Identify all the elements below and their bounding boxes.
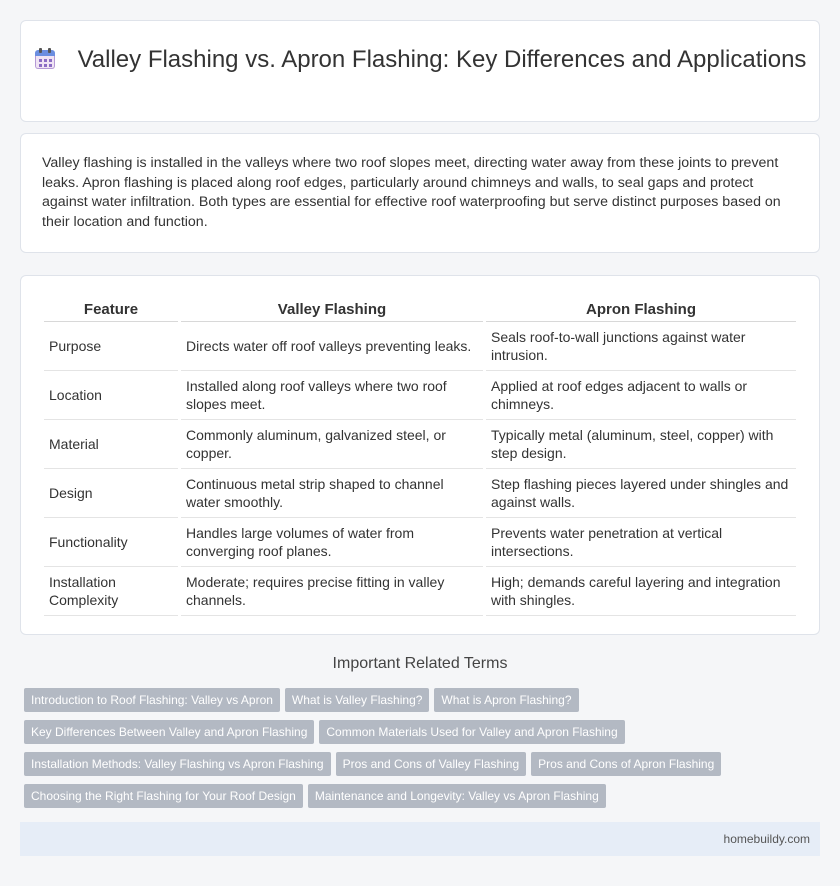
table-header-row	[44, 296, 796, 322]
comparison-table	[41, 296, 799, 616]
related-term-link[interactable]: What is Valley Flashing?	[285, 688, 430, 712]
tag-row	[24, 752, 824, 784]
feature-cell: Installation Complexity	[44, 567, 178, 616]
page-title: Valley Flashing vs. Apron Flashing: Key Differences and Applications	[77, 46, 807, 73]
related-term-link[interactable]: Pros and Cons of Apron Flashing	[531, 752, 721, 776]
related-term-link[interactable]: What is Apron Flashing?	[434, 688, 578, 712]
related-term-link[interactable]: Installation Methods: Valley Flashing vs Apron Flashing	[24, 752, 331, 776]
column-header-valley: Valley Flashing	[181, 296, 483, 322]
apron-cell: High; demands careful layering and integration with shingles.	[486, 567, 796, 616]
valley-cell: Moderate; requires precise fitting in valley channels.	[181, 567, 483, 616]
valley-cell: Handles large volumes of water from converging roof planes.	[181, 518, 483, 567]
table-row	[44, 567, 796, 616]
table-row	[44, 371, 796, 420]
feature-cell: Material	[44, 420, 178, 469]
related-term-link[interactable]: Maintenance and Longevity: Valley vs Apron Flashing	[308, 784, 606, 808]
related-term-link[interactable]: Key Differences Between Valley and Apron Flashing	[24, 720, 314, 744]
valley-cell: Continuous metal strip shaped to channel water smoothly.	[181, 469, 483, 518]
tag-row	[24, 784, 824, 816]
related-terms-title: Important Related Terms	[332, 655, 508, 672]
table-row	[44, 420, 796, 469]
apron-cell: Typically metal (aluminum, steel, copper) with step design.	[486, 420, 796, 469]
feature-cell: Functionality	[44, 518, 178, 567]
tag-row	[24, 720, 824, 752]
calendar-icon	[34, 48, 56, 70]
related-term-link[interactable]: Pros and Cons of Valley Flashing	[336, 752, 527, 776]
related-term-link[interactable]: Choosing the Right Flashing for Your Roof Design	[24, 784, 303, 808]
feature-cell: Purpose	[44, 322, 178, 371]
intro-card	[20, 133, 820, 253]
feature-cell: Design	[44, 469, 178, 518]
page-title-wrap	[21, 45, 819, 74]
apron-cell: Seals roof-to-wall junctions against water intrusion.	[486, 322, 796, 371]
feature-cell: Location	[44, 371, 178, 420]
intro-paragraph: Valley flashing is installed in the valleys where two roof slopes meet, directing water away from these joints to prevent leaks. Apron flashing is placed along roof edges, particularly around chimneys and walls, to seal gaps and protect against water infiltration. Both types are essential for effective roof waterproofing but serve distinct purposes based on their location and function.	[42, 155, 781, 230]
related-terms-list	[24, 688, 824, 816]
tag-row	[24, 688, 824, 720]
valley-cell: Directs water off roof valleys preventing leaks.	[181, 322, 483, 371]
column-header-feature: Feature	[44, 296, 178, 322]
valley-cell: Commonly aluminum, galvanized steel, or copper.	[181, 420, 483, 469]
header-card	[20, 20, 820, 122]
valley-cell: Installed along roof valleys where two roof slopes meet.	[181, 371, 483, 420]
apron-cell: Step flashing pieces layered under shingles and against walls.	[486, 469, 796, 518]
comparison-card	[20, 275, 820, 635]
apron-cell: Prevents water penetration at vertical intersections.	[486, 518, 796, 567]
footer-bar	[20, 822, 820, 856]
site-name[interactable]: homebuildy.com	[723, 832, 810, 846]
apron-cell: Applied at roof edges adjacent to walls or chimneys.	[486, 371, 796, 420]
column-header-apron: Apron Flashing	[486, 296, 796, 322]
related-term-link[interactable]: Introduction to Roof Flashing: Valley vs Apron	[24, 688, 280, 712]
table-row	[44, 322, 796, 371]
table-row	[44, 518, 796, 567]
table-row	[44, 469, 796, 518]
related-term-link[interactable]: Common Materials Used for Valley and Apron Flashing	[319, 720, 624, 744]
